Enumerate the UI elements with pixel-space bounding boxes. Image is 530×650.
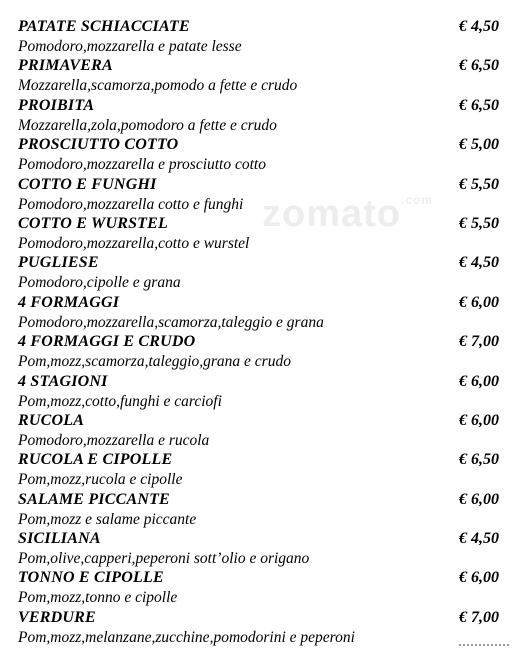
- menu-item-description: Mozzarella,zola,pomodoro a fette e crudo: [18, 116, 277, 134]
- menu-item-description: Pom,mozz,rucola e cipolle: [18, 471, 183, 489]
- menu-item: [0, 96, 530, 135]
- menu-item: [0, 372, 530, 411]
- menu-item-description: Pom,mozz,tonno e cipolle: [18, 589, 178, 607]
- watermark-tld: .com: [401, 193, 434, 207]
- menu-item-name: RUCOLA: [18, 411, 85, 429]
- menu-item-price: € 6,50: [459, 96, 499, 114]
- menu-item: [0, 214, 530, 253]
- menu-item-price: € 6,00: [459, 372, 499, 390]
- menu-item: [0, 56, 530, 95]
- menu-item-description: Pomodoro,mozzarella e rucola: [18, 431, 210, 449]
- menu-item-description: Pomodoro,mozzarella,scamorza,taleggio e grana: [18, 313, 324, 331]
- menu-item-name: 4 FORMAGGI: [18, 293, 120, 311]
- menu-item-price: € 6,00: [459, 490, 499, 508]
- menu-item: [0, 253, 530, 292]
- menu-item-price: € 4,50: [459, 254, 499, 272]
- menu-item: [0, 332, 530, 371]
- menu-item-price: € 4,50: [459, 530, 499, 548]
- menu-item-description: Pom,mozz,scamorza,taleggio,grana e crudo: [18, 353, 291, 371]
- menu-item-price: € 7,00: [459, 608, 499, 626]
- menu-item-price: € 6,50: [459, 57, 499, 75]
- menu-item-price: € 6,00: [459, 293, 499, 311]
- menu-item-name: PROSCIUTTO COTTO: [18, 136, 179, 154]
- menu-item-name: SICILIANA: [18, 530, 101, 548]
- menu-item: [0, 608, 530, 647]
- menu-item: [0, 135, 530, 174]
- menu-item-description: Pom,mozz,melanzane,zucchine,pomodorini e peperoni: [18, 628, 355, 646]
- menu-item: [0, 568, 530, 607]
- menu-item: [0, 411, 530, 450]
- menu-item-name: RUCOLA E CIPOLLE: [18, 451, 173, 469]
- pizza-menu-list: [0, 17, 530, 647]
- menu-item-name: TONNO E CIPOLLE: [18, 569, 164, 587]
- menu-item-price: € 6,00: [459, 569, 499, 587]
- menu-item-price: € 7,00: [459, 333, 499, 351]
- menu-item-price: € 5,00: [459, 136, 499, 154]
- menu-item-description: Pomodoro,mozzarella e patate lesse: [18, 38, 242, 55]
- menu-item-name: PATATE SCHIACCIATE: [18, 18, 190, 35]
- menu-item: [0, 17, 530, 56]
- menu-item-price: € 5,50: [459, 214, 499, 232]
- watermark-text: zomato: [262, 193, 401, 235]
- menu-item: [0, 293, 530, 332]
- menu-item-name: COTTO E FUNGHI: [18, 175, 157, 193]
- menu-item-description: Pom,olive,capperi,peperoni sott’olio e origano: [18, 550, 310, 568]
- menu-item-name: PRIMAVERA: [18, 57, 113, 75]
- menu-item-name: SALAME PICCANTE: [18, 490, 170, 508]
- menu-item-name: 4 STAGIONI: [18, 372, 108, 390]
- menu-item-description: Pom,mozz e salame piccante: [18, 510, 197, 528]
- menu-item-name: VERDURE: [18, 608, 96, 626]
- menu-item-name: 4 FORMAGGI E CRUDO: [18, 333, 196, 351]
- menu-item-price: € 4,50: [459, 18, 499, 35]
- menu-item-description: Pomodoro,mozzarella,cotto e wurstel: [18, 234, 250, 252]
- menu-item-name: PROIBITA: [18, 96, 95, 114]
- menu-item-description: Pomodoro,mozzarella e prosciutto cotto: [18, 156, 266, 174]
- menu-item: [0, 175, 530, 214]
- menu-item-price: € 6,50: [459, 451, 499, 469]
- cut-off-next-price: [459, 644, 509, 649]
- menu-item: [0, 529, 530, 568]
- menu-item: [0, 450, 530, 489]
- menu-item-name: PUGLIESE: [18, 254, 99, 272]
- menu-item-description: Pomodoro,mozzarella cotto e funghi: [18, 195, 244, 213]
- menu-item: [0, 490, 530, 529]
- menu-item-price: € 5,50: [459, 175, 499, 193]
- menu-item-price: € 6,00: [459, 411, 499, 429]
- menu-item-description: Mozzarella,scamorza,pomodo a fette e crudo: [18, 77, 298, 95]
- menu-item-name: COTTO E WURSTEL: [18, 214, 168, 232]
- menu-item-description: Pom,mozz,cotto,funghi e carciofi: [18, 392, 222, 410]
- menu-item-description: Pomodoro,cipolle e grana: [18, 274, 181, 292]
